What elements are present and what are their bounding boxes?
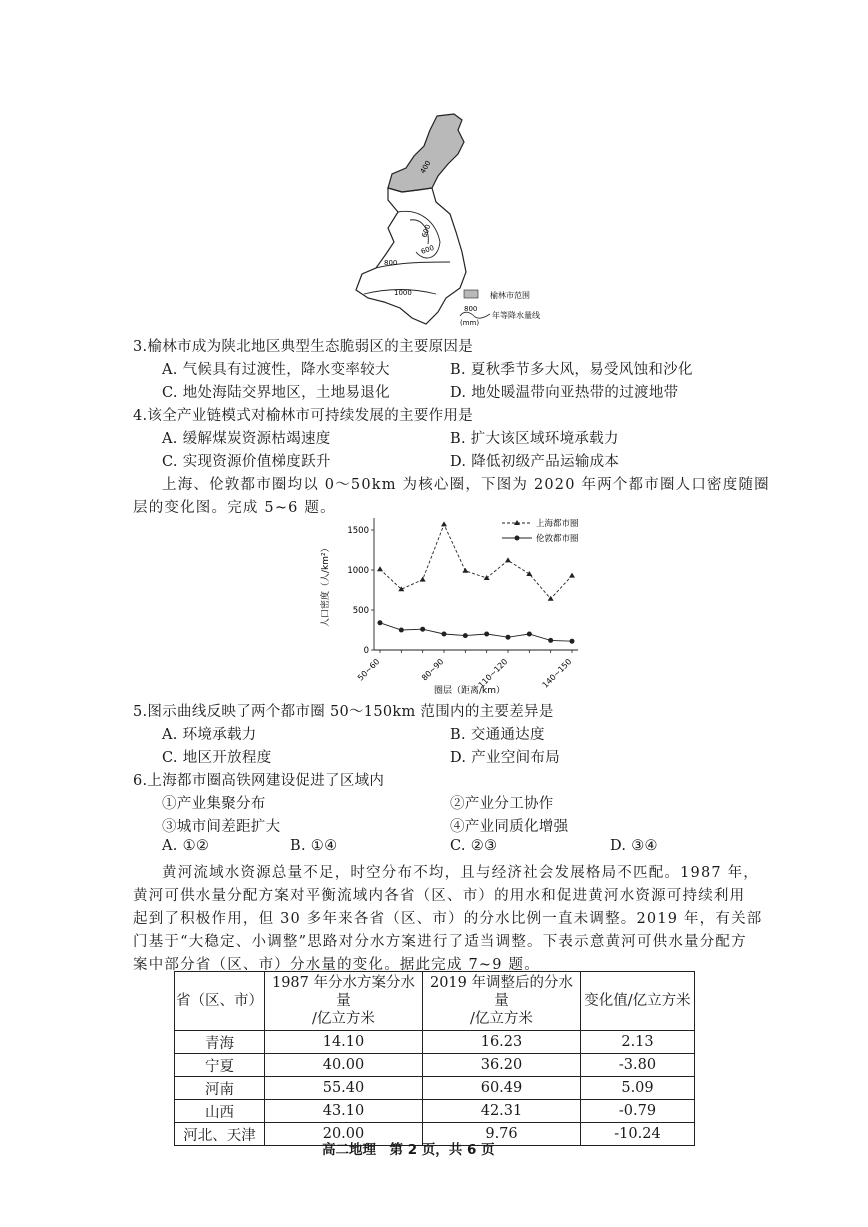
- table-cell: 9.76: [423, 1123, 581, 1146]
- table-cell: 14.10: [265, 1031, 423, 1054]
- table-row: [175, 1077, 695, 1100]
- table-cell: 43.10: [265, 1100, 423, 1123]
- table-cell: 5.09: [581, 1077, 695, 1100]
- q6-option-a[interactable]: A. ①②: [162, 838, 210, 854]
- legend-shanghai: 上海都市圈: [536, 519, 579, 529]
- q6-item-1: ①产业集聚分布: [162, 796, 266, 812]
- intro-5-6-line2: 层的变化图。完成 5~6 题。: [133, 500, 336, 516]
- x-tick-label: 80~90: [419, 657, 446, 683]
- shanghai-point: [441, 521, 447, 526]
- table-cell: 36.20: [423, 1054, 581, 1077]
- table-row: [175, 1100, 695, 1123]
- water-allocation-table: [174, 971, 695, 1146]
- q5-option-a[interactable]: A. 环境承载力: [162, 727, 257, 743]
- q4-stem: 4.该全产业链模式对榆林市可持续发展的主要作用是: [133, 408, 474, 424]
- q4-option-a[interactable]: A. 缓解煤炭资源枯竭速度: [162, 431, 331, 447]
- shanghai-point: [462, 568, 468, 573]
- table-header: 变化值/亿立方米: [581, 972, 695, 1031]
- population-density-chart: [306, 512, 596, 698]
- q5-option-c[interactable]: C. 地区开放程度: [162, 750, 272, 766]
- table-cell: 山西: [175, 1100, 265, 1123]
- shanghai-point: [505, 557, 511, 562]
- table-row: [175, 1054, 695, 1077]
- q6-option-b[interactable]: B. ①④: [290, 838, 338, 854]
- q6-option-d[interactable]: D. ③④: [610, 838, 658, 854]
- shanghai-point: [420, 577, 426, 582]
- london-point: [484, 632, 489, 637]
- q4-option-b[interactable]: B. 扩大该区域环境承载力: [450, 431, 619, 447]
- q3-option-b[interactable]: B. 夏秋季节多大风，易受风蚀和沙化: [450, 362, 693, 378]
- table-cell: 河北、天津: [175, 1123, 265, 1146]
- contour-label: 800: [384, 259, 398, 267]
- page-footer: 高二地理 第 2 页，共 6 页: [322, 1142, 495, 1158]
- table-cell: 宁夏: [175, 1054, 265, 1077]
- table-cell: 青海: [175, 1031, 265, 1054]
- london-point: [548, 638, 553, 643]
- q4-option-c[interactable]: C. 实现资源价值梯度跃升: [162, 454, 331, 470]
- legend-isohyet-label: 年等降水量线: [492, 311, 540, 320]
- table-cell: 河南: [175, 1077, 265, 1100]
- london-point: [442, 632, 447, 637]
- legend-range-label: 榆林市范围: [490, 291, 530, 300]
- legend-swatch: [464, 290, 478, 298]
- q3-option-a[interactable]: A. 气候具有过渡性，降水变率较大: [162, 362, 390, 378]
- london-point: [506, 635, 511, 640]
- table-cell: 55.40: [265, 1077, 423, 1100]
- y-tick-label: 500: [352, 606, 369, 616]
- x-tick-label: 140~150: [540, 657, 574, 690]
- contour-label: 400: [418, 159, 433, 175]
- shanghai-point: [569, 573, 575, 578]
- table-cell: 60.49: [423, 1077, 581, 1100]
- shanghai-point: [377, 566, 383, 571]
- table-header: 2019 年调整后的分水量 /亿立方米: [423, 972, 581, 1031]
- contour-label: 1000: [394, 289, 412, 297]
- q6-item-4: ④产业同质化增强: [450, 819, 569, 835]
- table-header: 1987 年分水方案分水量 /亿立方米: [265, 972, 423, 1031]
- contour-label: 600: [420, 223, 433, 239]
- precipitation-map: [340, 112, 570, 330]
- london-point: [570, 639, 575, 644]
- table-header: 省（区、市）: [175, 972, 265, 1031]
- yulin-region: [388, 114, 464, 192]
- y-tick-label: 0: [363, 646, 369, 656]
- y-axis-label: 人口密度（人/km²）: [321, 543, 331, 627]
- london-point: [399, 628, 404, 633]
- london-point: [420, 627, 425, 632]
- london-point: [378, 620, 383, 625]
- legend-unit: (mm): [460, 319, 480, 327]
- london-series-line: [380, 623, 572, 641]
- q5-option-d[interactable]: D. 产业空间布局: [450, 750, 561, 766]
- q3-option-d[interactable]: D. 地处暖温带向亚热带的过渡地带: [450, 385, 679, 401]
- table-cell: -0.79: [581, 1100, 695, 1123]
- q5-stem: 5.图示曲线反映了两个都市圈 50～150km 范围内的主要差异是: [133, 704, 554, 720]
- y-tick-label: 1500: [347, 526, 369, 536]
- shanghai-point: [526, 571, 532, 576]
- x-tick-label: 110~120: [476, 657, 510, 690]
- q6-stem: 6.上海都市圈高铁网建设促进了区域内: [133, 773, 385, 789]
- table-row: [175, 1031, 695, 1054]
- x-tick-label: 50~60: [355, 657, 382, 683]
- q6-item-2: ②产业分工协作: [450, 796, 554, 812]
- table-cell: 2.13: [581, 1031, 695, 1054]
- table-cell: -10.24: [581, 1123, 695, 1146]
- shanghai-point: [484, 575, 490, 580]
- table-cell: 20.00: [265, 1123, 423, 1146]
- table-cell: -3.80: [581, 1054, 695, 1077]
- intro-7-9-line3: 起到了积极作用，但 30 多年来各省（区、市）的分水比例一直未调整。2019 年，有关部: [133, 911, 763, 927]
- q6-item-3: ③城市间差距扩大: [162, 819, 281, 835]
- q5-option-b[interactable]: B. 交通通达度: [450, 727, 545, 743]
- q3-option-c[interactable]: C. 地处海陆交界地区，土地易退化: [162, 385, 390, 401]
- table-cell: 42.31: [423, 1100, 581, 1123]
- london-point: [463, 633, 468, 638]
- y-tick-label: 1000: [347, 566, 369, 576]
- q4-option-d[interactable]: D. 降低初级产品运输成本: [450, 454, 620, 470]
- legend-london: 伦敦都市圈: [536, 534, 579, 544]
- table-cell: 16.23: [423, 1031, 581, 1054]
- q6-option-c[interactable]: C. ②③: [450, 838, 498, 854]
- intro-7-9-line4: 门基于“大稳定、小调整”思路对分水方案进行了适当调整。下表示意黄河可供水量分配方: [133, 934, 747, 950]
- intro-7-9-line1: 黄河流域水资源总量不足，时空分布不均，且与经济社会发展格局不匹配。1987 年，: [162, 865, 760, 881]
- london-point: [527, 632, 532, 637]
- x-axis-label: 圈层（距离/km）: [434, 686, 506, 696]
- intro-7-9-line5: 案中部分省（区、市）分水量的变化。据此完成 7~9 题。: [133, 957, 540, 973]
- intro-5-6-line1: 上海、伦敦都市圈均以 0～50km 为核心圈，下图为 2020 年两个都市圈人口密度随圈: [162, 477, 770, 493]
- table-cell: 40.00: [265, 1054, 423, 1077]
- legend-isohyet-value: 800: [464, 305, 478, 313]
- contour-label: 600: [419, 243, 436, 256]
- province-outline: [356, 188, 466, 324]
- intro-7-9-line2: 黄河可供水量分配方案对平衡流域内各省（区、市）的用水和促进黄河水资源可持续利用: [133, 888, 746, 904]
- q3-stem: 3.榆林市成为陕北地区典型生态脆弱区的主要原因是: [133, 339, 474, 355]
